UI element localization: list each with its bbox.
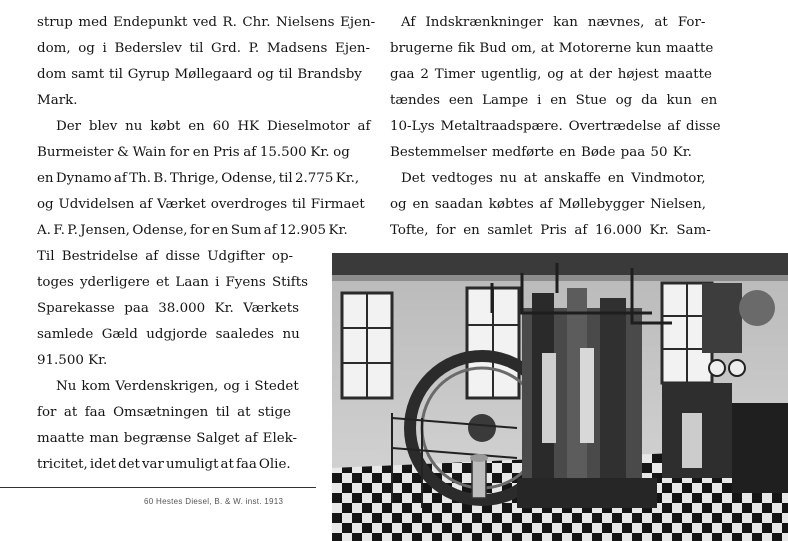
text-line: strup med Endepunkt ved R. Chr. Nielsens Ejen- xyxy=(37,15,376,30)
text-line: samlede Gæld udgjorde saaledes nu xyxy=(37,327,300,342)
text-line: en Dynamo af Th. B. Thrige, Odense, til 2.775 Kr., xyxy=(37,171,360,186)
text-line: 10-Lys Metaltraadspære. Overtrædelse af disse xyxy=(390,119,721,134)
text-line: 91.500 Kr. xyxy=(37,353,108,368)
text-line: Bestemmelser medførte en Bøde paa 50 Kr. xyxy=(390,145,692,160)
text-line: Til Bestridelse af disse Udgifter op- xyxy=(37,249,294,264)
text-line: toges yderligere et Laan i Fyens Stifts xyxy=(37,275,308,290)
text-line: dom samt til Gyrup Møllegaard og til Brandsby xyxy=(37,67,362,82)
text-line: dom, og i Bederslev til Grd. P. Madsens Ejen- xyxy=(37,41,371,56)
text-line: tricitet, idet det var umuligt at faa Olie. xyxy=(37,457,291,472)
text-line: Nu kom Verdenskrigen, og i Stedet xyxy=(56,379,299,394)
text-line: og en saadan købtes af Møllebygger Nielsen, xyxy=(390,197,706,212)
text-line: Tofte, for en samlet Pris af 16.000 Kr. Sam- xyxy=(390,223,711,238)
right-text-column xyxy=(390,0,788,240)
text-line: Mark. xyxy=(37,93,78,108)
photo-caption: 60 Hestes Diesel, B. & W. inst. 1913 xyxy=(144,497,284,506)
text-line: for at faa Omsætningen til at stige xyxy=(37,405,291,420)
caption-divider xyxy=(0,487,316,488)
text-line: maatte man begrænse Salget af Elek- xyxy=(37,431,298,446)
text-line: brugerne fik Bud om, at Motorerne kun maatte xyxy=(390,41,714,56)
text-line: A. F. P. Jensen, Odense, for en Sum af 12.905 Kr. xyxy=(37,223,348,238)
text-line: Af Indskrænkninger kan nævnes, at For- xyxy=(401,15,706,30)
text-line: Det vedtoges nu at anskaffe en Vindmotor, xyxy=(401,171,706,186)
text-line: og Udvidelsen af Værket overdroges til Firmaet xyxy=(37,197,365,212)
text-line: Der blev nu købt en 60 HK Dieselmotor af xyxy=(56,119,371,134)
engine-room-photo xyxy=(332,253,788,541)
text-line: Burmeister & Wain for en Pris af 15.500 Kr. og xyxy=(37,145,350,160)
text-line: Sparekasse paa 38.000 Kr. Værkets xyxy=(37,301,299,316)
left-text-column xyxy=(0,0,376,472)
text-line: gaa 2 Timer ugentlig, og at der højest maatte xyxy=(390,67,712,82)
text-line: tændes een Lampe i en Stue og da kun en xyxy=(390,93,718,108)
